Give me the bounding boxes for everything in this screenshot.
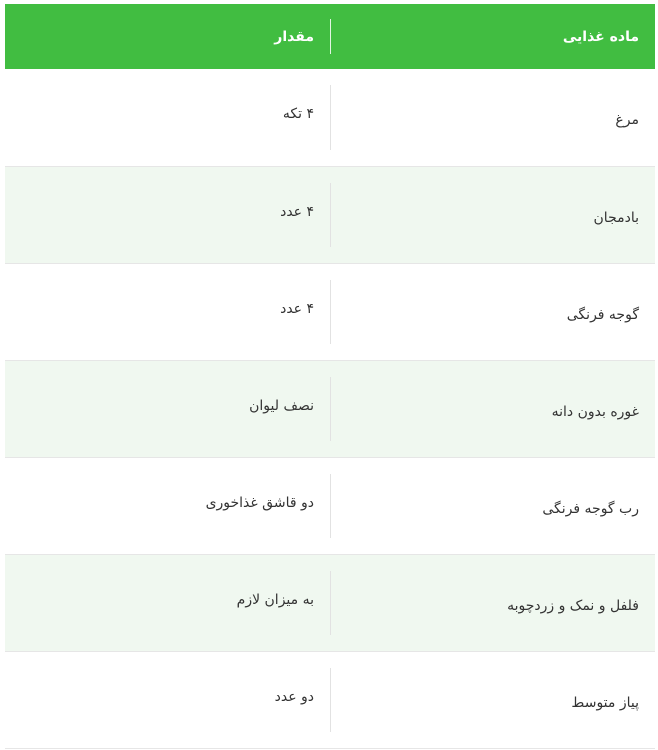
- food-cell: [330, 651, 655, 748]
- food-name: رب گوجه فرنگی: [542, 500, 639, 517]
- ingredients-table-container: [5, 4, 655, 749]
- table-header-row: [5, 4, 655, 69]
- table-header: [5, 4, 655, 69]
- food-name: بادمجان: [593, 209, 639, 226]
- food-cell: [330, 69, 655, 166]
- ingredients-table: [5, 4, 655, 749]
- food-cell: [330, 263, 655, 360]
- amount-cell: [5, 554, 330, 651]
- header-amount: مقدار: [274, 28, 314, 45]
- amount-value: دو قاشق غذاخوری: [205, 494, 314, 511]
- amount-value: دو عدد: [274, 688, 314, 705]
- table-row: [5, 69, 655, 166]
- food-name: غوره بدون دانه: [551, 403, 639, 420]
- table-row: [5, 263, 655, 360]
- table-body: [5, 69, 655, 748]
- food-name: مرغ: [615, 112, 639, 129]
- amount-value: ۴ تکه: [282, 106, 314, 123]
- header-food: ماده غذایی: [330, 4, 655, 69]
- amount-cell: [5, 166, 330, 263]
- table-row: [5, 554, 655, 651]
- amount-value: ۴ عدد: [280, 300, 314, 317]
- food-name: گوجه فرنگی: [566, 306, 639, 323]
- amount-cell: [5, 360, 330, 457]
- amount-cell: [5, 651, 330, 748]
- amount-value: نصف لیوان: [249, 397, 314, 414]
- table-row: [5, 360, 655, 457]
- food-cell: [330, 166, 655, 263]
- table-row: [5, 166, 655, 263]
- amount-value: به میزان لازم: [236, 591, 314, 608]
- amount-cell: [5, 69, 330, 166]
- table-row: [5, 457, 655, 554]
- food-cell: [330, 360, 655, 457]
- food-cell: [330, 457, 655, 554]
- table-row: [5, 651, 655, 748]
- amount-value: ۴ عدد: [280, 203, 314, 220]
- amount-cell: [5, 457, 330, 554]
- amount-cell: [5, 263, 330, 360]
- food-name: پیاز متوسط: [571, 694, 639, 711]
- food-name: فلفل و نمک و زردچوبه: [507, 597, 639, 614]
- food-cell: [330, 554, 655, 651]
